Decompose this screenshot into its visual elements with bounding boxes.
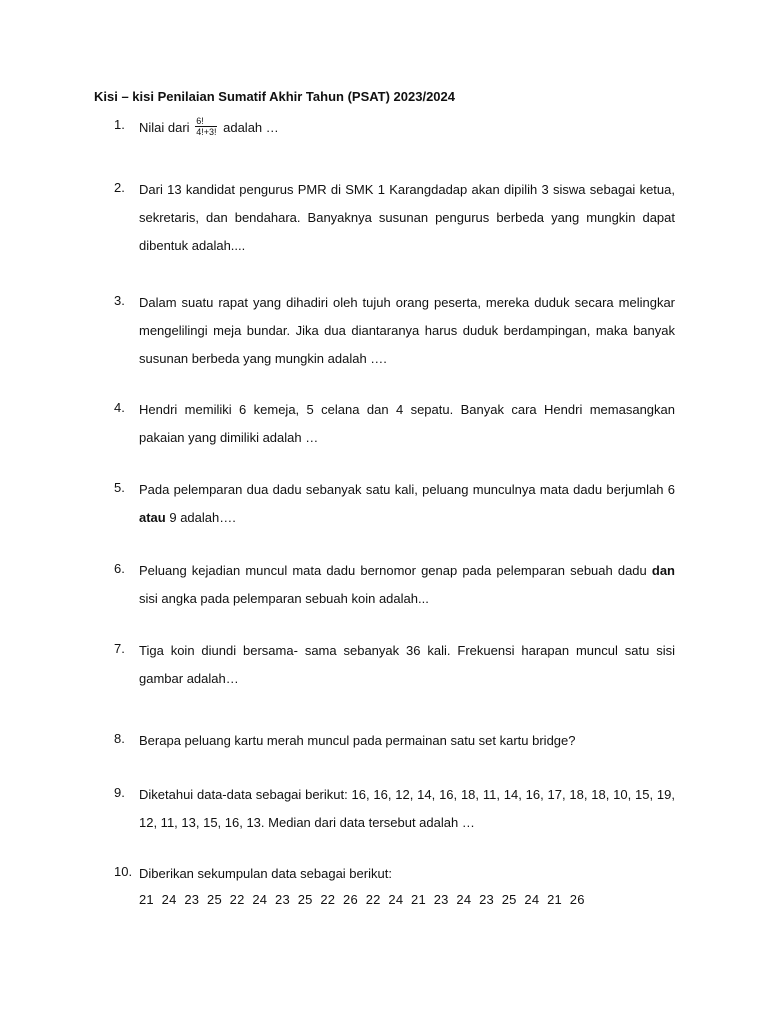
question-number: 8.: [114, 731, 125, 746]
question-number: 1.: [114, 117, 125, 132]
question-text: Dari 13 kandidat pengurus PMR di SMK 1 Karangdadap akan dipilih 3 siswa sebagai ketua, sekretaris, dan bendahara. Banyaknya susunan pengurus berbeda yang mungkin dapat dibentuk adalah....: [139, 182, 675, 253]
fraction-numerator: 6!: [195, 116, 217, 127]
question-number: 7.: [114, 641, 125, 656]
fraction-denominator: 4!+3!: [196, 127, 217, 138]
question-text: Dalam suatu rapat yang dihadiri oleh tujuh orang peserta, mereka duduk secara melingkar mengelilingi meja bundar. Jika dua diantaranya harus duduk berdampingan, maka banyak susunan berbeda yang mungkin adalah ….: [139, 295, 675, 366]
question-number: 4.: [114, 400, 125, 415]
question-text: Peluang kejadian muncul mata dadu bernomor genap pada pelemparan sebuah dadu: [139, 563, 647, 578]
question-text: Hendri memiliki 6 kemeja, 5 celana dan 4 sepatu. Banyak cara Hendri memasangkan pakaian yang dimiliki adalah …: [139, 402, 675, 445]
question-text: Pada pelemparan dua dadu sebanyak satu kali, peluang munculnya mata dadu berjumlah 6: [139, 482, 675, 497]
document-title: Kisi – kisi Penilaian Sumatif Akhir Tahun (PSAT) 2023/2024: [94, 89, 455, 104]
fraction: [195, 116, 217, 137]
question-number: 3.: [114, 293, 125, 308]
question-9: [114, 781, 675, 837]
question-text: sisi angka pada pelemparan sebuah koin adalah...: [139, 591, 429, 606]
question-2: [114, 176, 675, 260]
question-5: [114, 476, 675, 532]
question-text: Diketahui data-data sebagai berikut: 16, 16, 12, 14, 16, 18, 11, 14, 16, 17, 18, 18, 10, 15, 19, 12, 11, 13, 15, 16, 13. Median dari data tersebut adalah …: [139, 787, 675, 830]
question-number: 5.: [114, 480, 125, 495]
question-text: adalah …: [223, 120, 279, 135]
question-3: [114, 289, 675, 373]
question-1: [114, 117, 675, 139]
question-text: 9 adalah….: [169, 510, 236, 525]
question-10: [114, 864, 675, 884]
question-number: 10.: [114, 864, 133, 879]
question-7: [114, 637, 675, 693]
question-text: Berapa peluang kartu merah muncul pada permainan satu set kartu bridge?: [139, 733, 576, 748]
data-values: 21 24 23 25 22 24 23 25 22 26 22 24 21 23 24 23 25 24 21 26: [139, 892, 585, 907]
emphasis-text: atau: [139, 510, 166, 525]
question-number: 6.: [114, 561, 125, 576]
emphasis-text: dan: [651, 563, 675, 578]
question-8: [114, 731, 675, 751]
question-4: [114, 396, 675, 452]
question-6: [114, 557, 675, 613]
question-number: 9.: [114, 785, 125, 800]
question-text: Tiga koin diundi bersama- sama sebanyak 36 kali. Frekuensi harapan muncul satu sisi gambar adalah…: [139, 643, 675, 686]
question-text: Diberikan sekumpulan data sebagai berikut:: [139, 866, 392, 881]
question-number: 2.: [114, 180, 125, 195]
question-text: Nilai dari: [139, 120, 190, 135]
